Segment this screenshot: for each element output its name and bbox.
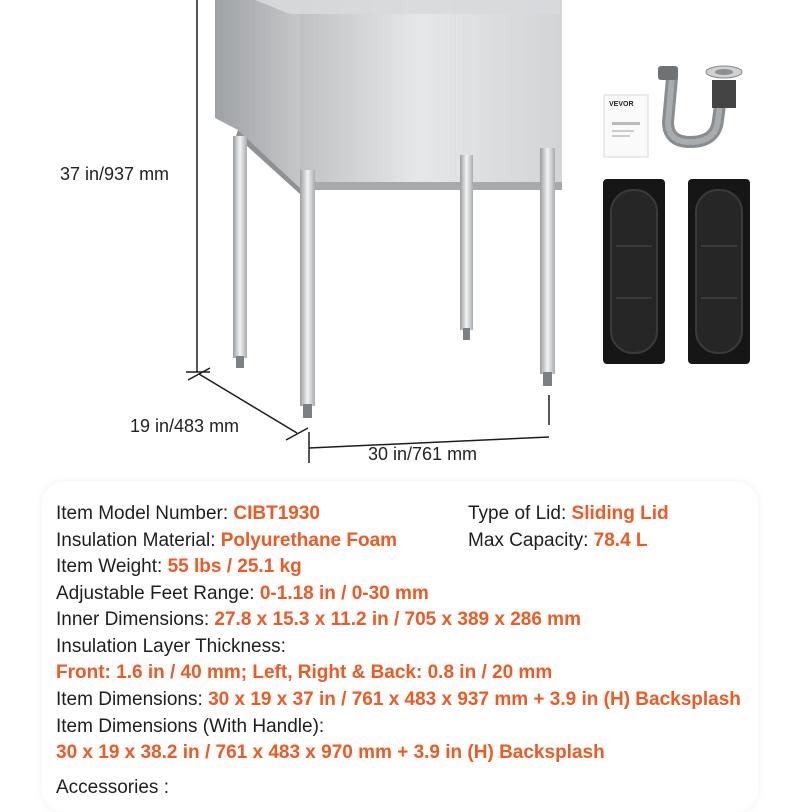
spec-label: Adjustable Feet Range: <box>56 583 255 604</box>
spec-label: Item Dimensions: <box>56 689 203 710</box>
spec-value: Front: 1.6 in / 40 mm; Left, Right & Back: 0.8 in / 20 mm <box>56 662 553 683</box>
spec-capacity <box>468 529 648 553</box>
spec-value: CIBT1930 <box>233 503 321 524</box>
spec-item-dimensions-handle-value <box>56 741 605 765</box>
spec-label: Item Weight: <box>56 556 163 577</box>
spec-value: 0-1.18 in / 0-30 mm <box>259 583 429 604</box>
spec-label: Insulation Layer Thickness: <box>56 636 286 657</box>
spec-label: Inner Dimensions: <box>56 609 210 630</box>
height-dimension-label: 37 in/937 mm <box>60 164 170 184</box>
depth-dimension-label: 19 in/483 mm <box>130 416 240 436</box>
sliding-lid-right <box>688 179 750 364</box>
spec-value: 55 lbs / 25.1 kg <box>167 556 302 577</box>
spec-value: 30 x 19 x 38.2 in / 761 x 483 x 970 mm + 3.9 in (H) Backsplash <box>56 742 605 763</box>
spec-item-dimensions-handle-label <box>56 715 324 739</box>
spec-item-dimensions <box>56 688 741 712</box>
sliding-lid-left <box>603 179 665 364</box>
spec-value: 30 x 19 x 37 in / 761 x 483 x 937 mm + 3.9 in (H) Backsplash <box>208 689 741 710</box>
spec-label: Item Model Number: <box>56 503 229 524</box>
spec-inner-dimensions <box>56 608 581 632</box>
manual-brand: VEVOR <box>609 101 634 108</box>
spec-label: Max Capacity: <box>468 530 589 551</box>
width-dimension-label: 30 in/761 mm <box>368 444 478 464</box>
spec-value: Polyurethane Foam <box>220 530 398 551</box>
spec-insulation <box>56 529 397 553</box>
sink-body <box>215 0 562 194</box>
spec-value: 78.4 L <box>593 530 648 551</box>
spec-value: 27.8 x 15.3 x 11.2 in / 705 x 389 x 286 mm <box>214 609 581 630</box>
spec-thickness-label <box>56 635 286 659</box>
spec-label: Insulation Material: <box>56 530 216 551</box>
drain-strainer <box>706 66 742 108</box>
spec-feet <box>56 582 429 606</box>
spec-model <box>56 502 320 526</box>
spec-lid <box>468 502 669 526</box>
spec-label: Type of Lid: <box>468 503 567 524</box>
spec-weight <box>56 555 302 579</box>
spec-value: Sliding Lid <box>571 503 669 524</box>
spec-label: Item Dimensions (With Handle): <box>56 716 325 737</box>
spec-label: Accessories : <box>56 777 169 798</box>
spec-accessories <box>56 776 169 800</box>
spec-thickness-value <box>56 661 552 685</box>
